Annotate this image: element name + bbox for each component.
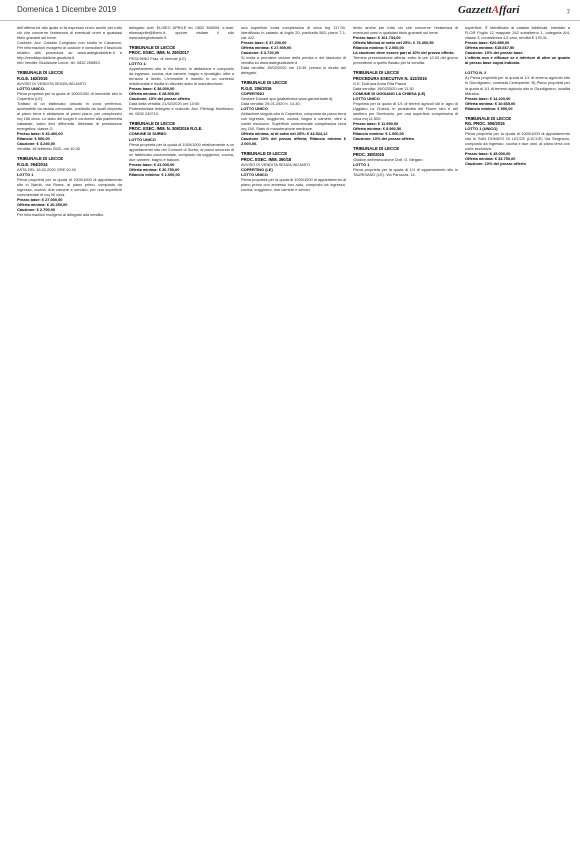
legal-notice: [17, 156, 122, 217]
notice-key-value: Cauzione: 10% del prezzo offerto: [353, 136, 414, 142]
notice-key-value: Offerta minima: € 10.665,00: [465, 100, 516, 106]
notice-text: PESCHINO Fraz. di Vernole (LE): [129, 55, 187, 61]
notice-reference: R.G.E. 162/2015: [17, 75, 48, 81]
notice-text: ASTA DEL 16.02.2020 ORE 00.00: [17, 166, 77, 172]
notice-key-value: Prezzo base: € 27.000,00: [17, 197, 63, 203]
masthead-logo: [458, 4, 520, 16]
notice-key-value: Cauzione: 10% del prezzo base.: [465, 50, 524, 56]
notice-text: Piena proprietà per la quota di 1000/1000 di appartamento al piano primo con annesso box auto, composto da ingresso, cucina, soggiorno, due camere e servizi.: [241, 176, 346, 192]
notice-text: G.E. Dott.ssa Anna Rita Pasca: [353, 80, 406, 86]
notice-key-value: La cauzione deve essere pari al 10% del prezzo offerto.: [353, 50, 455, 56]
notice-text: Piena proprietà per la quota di 1000/1000 di appartamento sito in SAN DONATO DI LECCE (LECCE) Via Sergnano, composto da ingresso, cucina e due vani, al piano terra con corte esclusiva.: [465, 131, 570, 152]
notice-key-value: Prezso base: € 32.400,00: [17, 131, 63, 137]
legal-notice: [17, 70, 122, 151]
notice-key-value: COMUNE DI SURBO: [129, 131, 167, 137]
notice-text: Data vendita: 19/02/2020 ore 11.30: [353, 85, 414, 91]
notice-key-value: Prezzo base: € 14.220,00: [465, 95, 511, 101]
legal-notice: [353, 70, 458, 141]
notice-title: TRIBUNALE DI LECCE: [129, 45, 176, 51]
notice-key-value: Offerta minima: € 20.250,00: [17, 202, 68, 208]
notice-key-value: Cauzione: 10% del prezzo offerto: [129, 95, 190, 101]
notice-key-value: Prezzo base: € 38.000,00: [129, 85, 175, 91]
notice-key-value: LOTTO UNICO: [241, 171, 268, 177]
notice-text: Gestore Dunast spa (piattaforma www.garavirtuale.it): [241, 95, 333, 101]
notice-text: delegato: dott. ELISEO APRILE tel. 0832 308094, e-mail: eliseoaprile@libero.it, oppure visitare il sito www.astegiudiziarie.it.: [129, 25, 234, 41]
notice-text: Appartamento sito in Via Neroni, in abitazione e composto da ingresso, cucina, due camere, bagno e ripostiglio, oltre a terrazzo a livello. L'immobile è inserito in un contesto residenziale e risulta in discreto stato di manutenzione.: [129, 65, 234, 86]
legal-notice: [465, 25, 570, 65]
notice-key-value: LOTTO N. 2: [465, 70, 487, 76]
notice-title: TRIBUNALE DI LECCE: [353, 146, 400, 152]
legal-notice: [17, 25, 122, 65]
notice-key-value: Cauzione: € 3.240,00: [17, 141, 56, 147]
notice-key-value: Prezzo base: € 11.990,00: [353, 121, 399, 127]
notice-text: Piena proprietà per la quota di 1/1 di appartamento sito in TAURISANO (LE), Via Parrozza, 14.: [353, 166, 458, 177]
notice-key-value: Cauzione 10% del prezzo offerto; Rilancio minimo € 2.000,00.: [241, 136, 346, 147]
notice-text: Piena proprietà per la quota di 1000/1000 di appartamento sito in Nardò, via Roma, al piano primo, composto da ingresso, cucina, due camere e servizio, per una superficie commerciale di mq 90 circa.: [17, 176, 122, 198]
notice-key-value: Prezzo base: € 101.734,00: [353, 35, 401, 41]
notice-title: TRIBUNALE DI LECCE: [17, 70, 64, 76]
notice-text: Trattasi di un fabbricato ubicato in zona periferica, accessibile da strada comunale, costituito da locali deposito al piano terra e abitazione al primo piano, per complessivi mq 156 circa. Lo stato dei luoghi è conforme alla planimetria catastale, salvo lievi difformità. Attestato di prestazione energetica: classe G.: [17, 100, 122, 132]
notice-title: TRIBUNALE DI LECCE: [17, 156, 64, 162]
text-column-5: [465, 25, 570, 833]
notice-text: AVVISO DI VENDITA SENZA INCANTO: [17, 80, 86, 86]
issue-date: Domenica 1 Dicembre 2019: [17, 5, 117, 14]
notice-text: Per informazioni rivolgersi al delegato alla vendita.: [17, 212, 104, 218]
notice-key-value: L'offerta non è efficace se è inferiore di oltre un quarto al prezzo base sopra indicato.: [465, 55, 570, 66]
notice-reference: PROC. ESEC. IMM. N. 308/2016 R.G.E.: [129, 126, 203, 132]
legal-notice: [241, 80, 346, 146]
notice-key-value: Offerta minima: € 8.992,50: [353, 126, 402, 132]
notice-text: Professionista delegato e custode: Avv. Pierluigi Montinaro, tel. 0832 245710.: [129, 106, 234, 117]
notice-text: Custode: Avv. Cataldo Corigliano con studio in Casarano. Per informazioni rivolgersi al custode e consultare il fascicolo relativo alla procedura su www.astegiudiziarie.it e http://venditepubbliche.giustizia.it.: [17, 40, 122, 61]
legal-notice: [465, 70, 570, 110]
logo-part-1: Gazzett: [458, 4, 492, 16]
notice-key-value: LOTTO 1:: [129, 60, 147, 66]
notice-key-value: Rilancio minimo: € 2.000,00: [353, 45, 404, 51]
notice-key-value: Prezzo base: € 41.000,00: [129, 161, 175, 167]
notice-text: superficie. È identificato al catasto fabbricati, intestato a FLOR Foglio 12 mappale 342 subalterno 1, categoria A/4, classe 3, consistenza 4,5 vani, rendita € 178,31.: [465, 25, 570, 41]
notice-key-value: COMUNE DI UGGIANO LA CHIESA (LE): [353, 90, 426, 96]
notice-key-value: Prezzo base: € 37.200,00: [241, 40, 287, 46]
notice-key-value: Cauzione: € 3.720,00: [241, 50, 280, 56]
text-column-4: [353, 25, 458, 833]
notice-key-value: LOTTO 1: [353, 161, 370, 167]
notice-text: Abitazione singola sita in Copertino, composta da piano terra con ingresso, soggiorno, cucina, bagno e camere, oltre a cortile esclusivo. Superficie commerciale complessiva circa mq 150. Stato di manutenzione mediocre.: [241, 111, 346, 132]
legal-notice: [353, 25, 458, 65]
notice-key-value: Cauzione: € 2.700,00: [17, 207, 56, 213]
legal-notice: [465, 116, 570, 167]
notice-key-value: COPERTINO: [241, 90, 265, 96]
notice-text: AVVISO DI VENDITA SENZA INCANTO: [241, 161, 310, 167]
notice-key-value: Offerta Minima al netto del 25%: € 76.300,50: [353, 40, 434, 46]
notice-text: una superficie lorda complessiva di circa mq 117,00. Identificato in catasto al foglio 20, particella 583, piano T-1, cat. A/2.: [241, 25, 346, 41]
notice-key-value: Offerta minima: € 30.750,00: [129, 166, 180, 172]
notice-reference: RG. PROC. 506/2015: [465, 121, 505, 127]
notice-text: Piena proprietà per la quota di 1000/1000 di immobile sito in Copertino (LE).: [17, 90, 122, 101]
notice-key-value: Rilancio minimo: € 500,00: [465, 105, 513, 111]
notice-key-value: LOTTO UNICO: [241, 106, 268, 111]
notice-reference: PROC. ESEC. IMM. 390/18: [241, 156, 292, 162]
notice-key-value: Rilancio: € 500,00: [17, 136, 50, 142]
notice-key-value: LOTTO 1: [17, 171, 34, 177]
notice-reference: R.G.E. 394/2014: [17, 161, 48, 167]
notice-title: TRIBUNALE DI LECCE: [129, 121, 176, 127]
notice-reference: PROC. ESEC. IMM. N. 290/2017: [129, 50, 190, 56]
notice-text: Giudice dell'esecuzione Dott. G. Megaro: [353, 156, 423, 162]
notice-key-value: Offerta minima: € 27.900,00: [241, 45, 292, 51]
notice-reference: PROCEDURA ESECUTIVA N. 412/2015: [353, 75, 427, 81]
legal-notice: [241, 25, 346, 75]
notice-key-value: Cauzione: 10% del prezzo offerto: [465, 161, 526, 167]
notice-key-value: Prezzo base: € 45.000,00: [465, 151, 511, 157]
notice-key-value: LOTTO UNICO: [129, 136, 156, 142]
notice-key-value: Offerta minima: € 28.500,00: [129, 90, 180, 96]
notice-title: TRIBUNALE DI LECCE: [241, 80, 288, 86]
page-number: 7: [566, 10, 570, 16]
notice-text: Data vendita: 19/02/2020 ore 15:30, presso lo studio del delegato.: [241, 65, 346, 76]
notice-key-value: LOTTO 1 (UNICO): [465, 126, 498, 132]
notice-text: Proprietà per la quota di 1/1 di terreni agricoli siti in agro di Uggiano La Chiesa, in prossimità del Fiume Idro e del sentiero per Seminario, per una superficie complessiva di circa mq 11.500.: [353, 100, 458, 122]
notice-key-value: Prezzo base: €20.890,00: [465, 40, 510, 46]
notice-text: Data della vendita: 21/02/2020 ore 10:00: [129, 100, 200, 106]
notice-reference: PROC. 380/2015: [353, 151, 385, 157]
legal-notice: [129, 121, 234, 177]
notice-title: TRIBUNALE DI LECCE: [353, 70, 400, 76]
notice-text: Piena proprietà per la quota di 1000/1000 relativamente a un appartamento sito nel Comune di Surbo, al piano secondo di un fabbricato condominiale, composto da soggiorno, cucina, due camere, bagno e balconi.: [129, 141, 234, 162]
notice-text: Vendita: 18 febbraio 2020, ore 10.30: [17, 146, 80, 152]
notice-text: rinvio anche per tutto ciò che concerne l'esistenza di eventuali oneri a qualsiasi titolo gravanti sul bene.: [353, 25, 458, 36]
notice-title: TRIBUNALE DI LECCE: [241, 151, 288, 157]
legal-notice: [241, 151, 346, 192]
notice-key-value: LOTTO UNICO.: [17, 85, 45, 91]
notice-key-value: LOTTO UNICO: [353, 95, 380, 101]
notice-text: Si invita a prendere visione della perizia e del fascicolo di vendita su www.astegiudiziarie.it.: [241, 55, 346, 66]
notice-key-value: Offerta minima, al di sotto del 25%: € 44.524,12: [241, 131, 328, 137]
legal-notice: [129, 45, 234, 116]
notice-key-value: Rilancio minimo: € 1.000,00: [353, 131, 404, 137]
notice-text: A) Piena proprietà per la quota di 1/1 di terreno agricolo sito in Giurdignano, contrada Centopietre; B) Piena proprietà per la quota di 1/1 di terreno agricolo sito in Giurdignano, località Marsica.: [465, 75, 570, 96]
text-column-2: [129, 25, 234, 833]
notice-key-value: Offerta minima: € 33.750,00: [465, 156, 516, 162]
legal-notice: [129, 25, 234, 40]
logo-part-2: ffari: [499, 4, 520, 16]
notice-key-value: Rilancio minimo: € 1.000,00: [129, 171, 180, 177]
notice-columns: [17, 25, 573, 833]
notice-text: Termine presentazione offerta: entro le ore 12.00 del giorno precedente a quello fissato per la vendita.: [353, 55, 458, 66]
notice-text: Info Vendite Giudiziarie Lecce, tel. 0832 255553.: [17, 60, 101, 66]
notice-key-value: Offerta minima: €15.667,50: [465, 45, 515, 51]
text-column-3: [241, 25, 346, 833]
text-column-1: [17, 25, 122, 833]
legal-notice: [353, 146, 458, 177]
logo-accent-letter: A: [491, 4, 500, 16]
page-header: [0, 0, 580, 21]
notice-key-value: COPERTINO (LE): [241, 166, 273, 172]
notice-text: Data vendita: 29.01.2020 h. 14.30.: [241, 100, 301, 106]
notice-reference: R.G.E. 306/2016: [241, 85, 272, 91]
notice-title: TRIBUNALE DI LECCE: [465, 115, 512, 121]
notice-text: dell'offerta ed alla quale si fa espresso rinvio anche per tutto ciò che concerne l'esistenza di eventuali oneri a qualsiasi titolo gravanti sul bene.: [17, 25, 122, 41]
